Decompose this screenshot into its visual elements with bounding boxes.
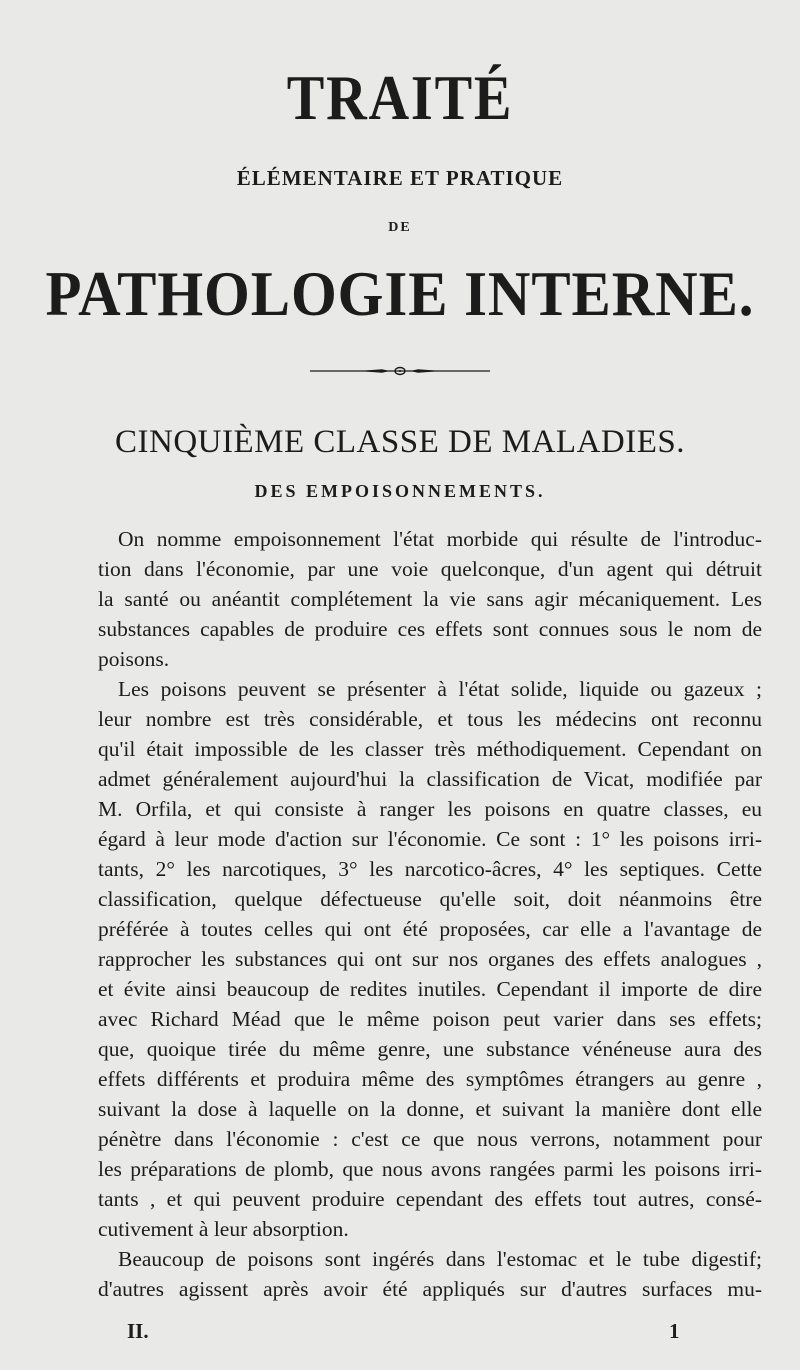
text-line: On nomme empoisonnement l'état morbide qui résulte de l'introduc- xyxy=(118,527,762,551)
text-line: poisons. xyxy=(98,647,170,671)
text-line: les préparations de plomb, que nous avons rangées parmi les poisons irri- xyxy=(98,1157,762,1181)
title-connector: DE xyxy=(388,220,412,235)
text-line: M. Orfila, et qui consiste à ranger les poisons en quatre classes, eu xyxy=(98,797,762,821)
text-line: avec Richard Méad que le même poison peut varier dans ses effets; xyxy=(98,1007,762,1031)
body-text xyxy=(98,524,762,1304)
text-line: Les poisons peuvent se présenter à l'état solide, liquide ou gazeux ; xyxy=(118,677,762,701)
paragraph-3 xyxy=(98,1244,762,1304)
ornamental-rule-icon xyxy=(310,364,490,378)
text-line: Beaucoup de poisons sont ingérés dans l'estomac et le tube digestif; xyxy=(118,1247,762,1271)
signature-mark: 1 xyxy=(669,1319,680,1343)
text-line: que, quoique tirée du même genre, une substance vénéneuse aura des xyxy=(98,1037,762,1061)
text-line: tants, 2° les narcotiques, 3° les narcotico-âcres, 4° les septiques. Cette xyxy=(98,857,762,881)
book-title: TRAITÉ xyxy=(286,62,514,133)
text-line: effets différents et produira même des symptômes étrangers au genre , xyxy=(98,1067,762,1091)
text-line: et évite ainsi beaucoup de redites inutiles. Cependant il importe de dire xyxy=(98,977,762,1001)
text-line: cutivement à leur absorption. xyxy=(98,1217,349,1241)
paragraph-1 xyxy=(98,524,762,674)
book-main-subject: PATHOLOGIE INTERNE. xyxy=(45,258,755,329)
paragraph-2 xyxy=(98,674,762,1244)
text-line: la santé ou anéantit complétement la vie sans agir mécaniquement. Les xyxy=(98,587,762,611)
text-line: leur nombre est très considérable, et tous les médecins ont reconnu xyxy=(98,707,762,731)
text-line: tants , et qui peuvent produire cependant des effets tout autres, consé- xyxy=(98,1187,762,1211)
text-line: suivant la dose à laquelle on la donne, et suivant la manière dont elle xyxy=(98,1097,762,1121)
text-line: classification, quelque défectueuse qu'elle soit, doit néanmoins être xyxy=(98,887,762,911)
section-heading: DES EMPOISONNEMENTS. xyxy=(254,481,546,501)
text-line: qu'il était impossible de les classer très méthodiquement. Cependant on xyxy=(98,737,762,761)
text-line: tion dans l'économie, par une voie quelconque, d'un agent qui détruit xyxy=(98,557,762,581)
text-line: d'autres agissent après avoir été appliqués sur d'autres surfaces mu- xyxy=(98,1277,762,1301)
text-line: égard à leur mode d'action sur l'économie. Ce sont : 1° les poisons irri- xyxy=(98,827,762,851)
text-line: préférée à toutes celles qui ont été proposées, car elle a l'avantage de xyxy=(98,917,762,941)
text-line: substances capables de produire ces effets sont connues sous le nom de xyxy=(98,617,762,641)
book-subtitle: ÉLÉMENTAIRE ET PRATIQUE xyxy=(236,166,564,190)
text-line: pénètre dans l'économie : c'est ce que nous verrons, notamment pour xyxy=(98,1127,762,1151)
text-line: rapprocher les substances qui ont sur nos organes des effets analogues , xyxy=(98,947,762,971)
volume-number: II. xyxy=(127,1319,149,1343)
class-heading: CINQUIÈME CLASSE DE MALADIES. xyxy=(115,424,685,460)
text-line: admet généralement aujourd'hui la classification de Vicat, modifiée par xyxy=(98,767,762,791)
